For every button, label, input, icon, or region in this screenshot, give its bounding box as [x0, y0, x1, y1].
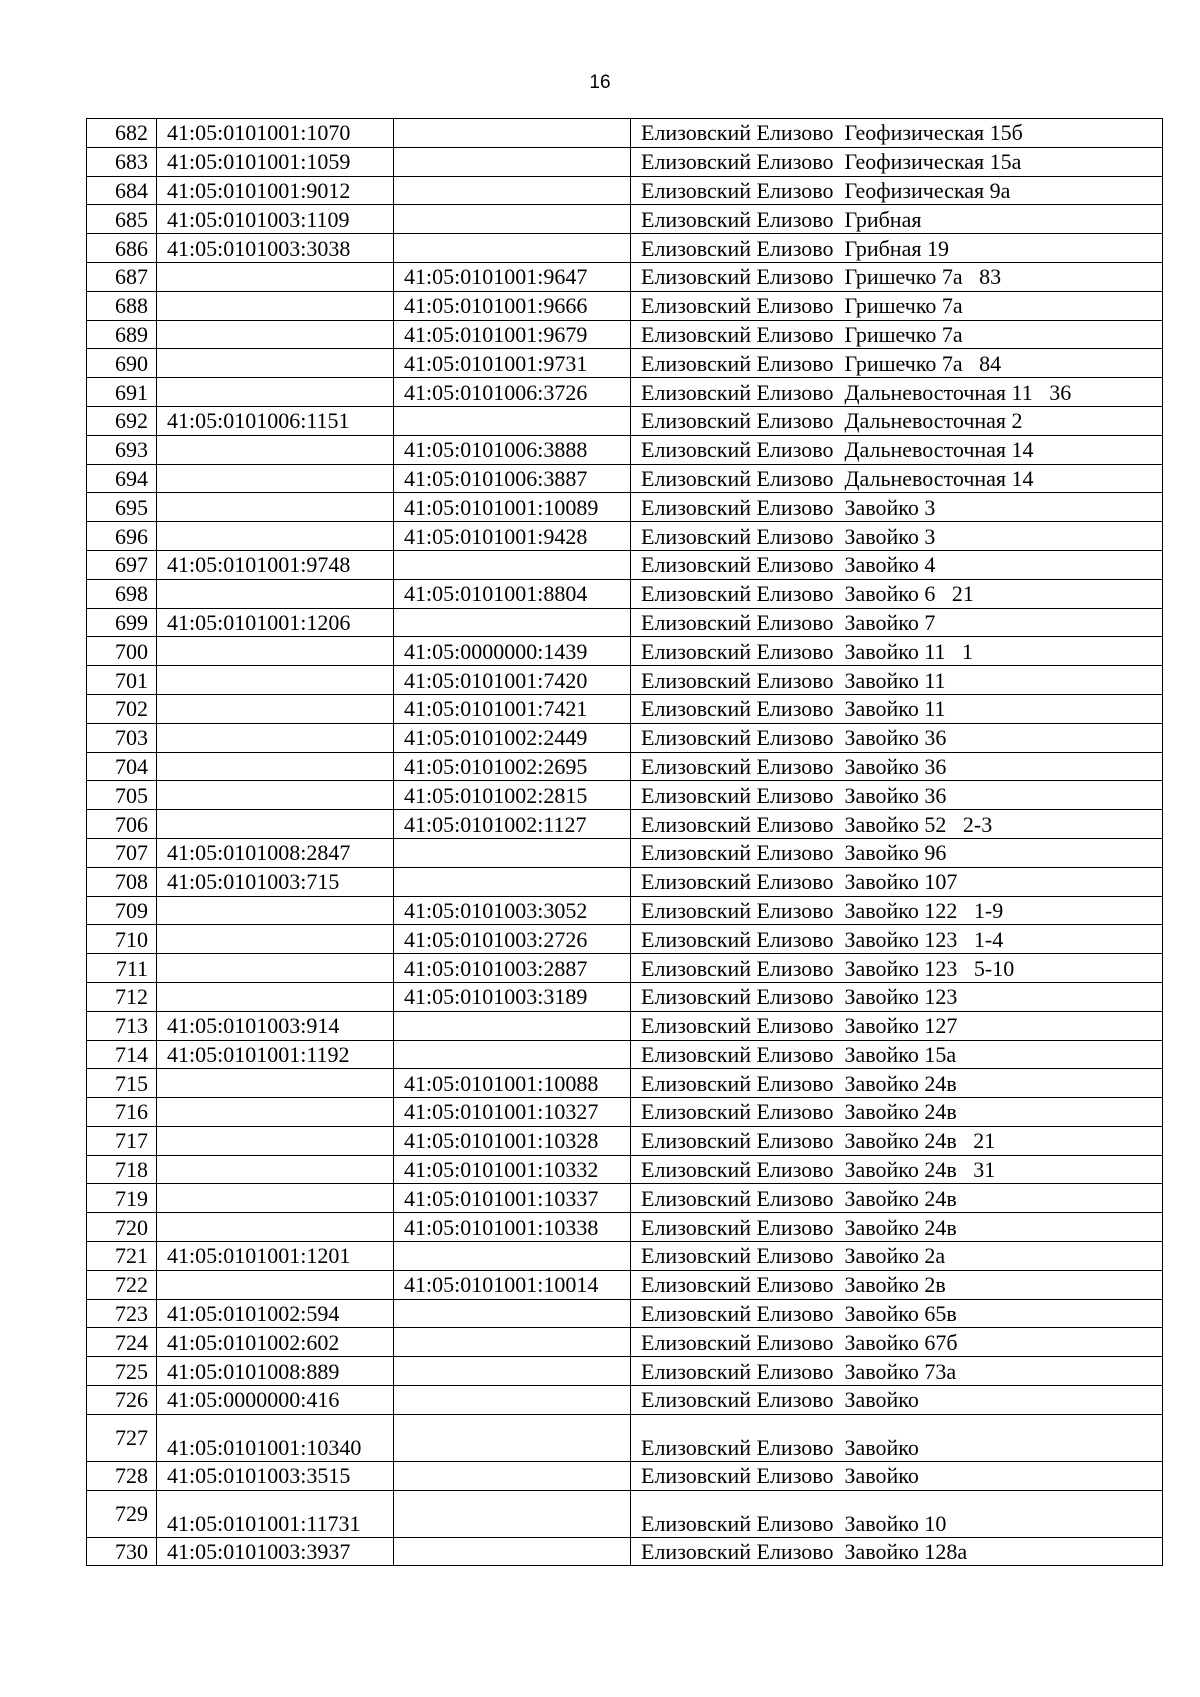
- address-cell: Елизовский Елизово Геофизическая 9а: [631, 176, 1163, 205]
- premises-number-cell: [394, 550, 631, 579]
- address-cell: Елизовский Елизово Завойко 122 1-9: [631, 896, 1163, 925]
- premises-number-cell: 41:05:0101003:2887: [394, 954, 631, 983]
- table-row: [87, 1490, 1163, 1537]
- row-number-cell: 696: [87, 522, 157, 551]
- row-number-cell: 704: [87, 752, 157, 781]
- row-number-cell: 690: [87, 349, 157, 378]
- row-number-cell: 719: [87, 1184, 157, 1213]
- cadastral-number-cell: [157, 810, 394, 839]
- premises-number-cell: 41:05:0101003:2726: [394, 925, 631, 954]
- row-number-cell: 707: [87, 838, 157, 867]
- table-row: [87, 464, 1163, 493]
- address-cell: Елизовский Елизово Завойко 24в 31: [631, 1155, 1163, 1184]
- table-row: [87, 1386, 1163, 1415]
- table-row: [87, 608, 1163, 637]
- row-number-cell: 693: [87, 435, 157, 464]
- row-number-cell: 727: [87, 1414, 157, 1461]
- table-row: [87, 1069, 1163, 1098]
- cadastral-number-cell: 41:05:0101006:1151: [157, 406, 394, 435]
- cadastral-number-cell: [157, 1270, 394, 1299]
- address-cell: Елизовский Елизово Завойко 36: [631, 723, 1163, 752]
- address-cell: Елизовский Елизово Гришечко 7а: [631, 291, 1163, 320]
- row-number-cell: 726: [87, 1386, 157, 1415]
- row-number-cell: 697: [87, 550, 157, 579]
- row-number-cell: 701: [87, 666, 157, 695]
- table-row: [87, 320, 1163, 349]
- premises-number-cell: [394, 1299, 631, 1328]
- premises-number-cell: 41:05:0101001:7421: [394, 694, 631, 723]
- cadastral-number-cell: [157, 320, 394, 349]
- cadastral-number-cell: [157, 435, 394, 464]
- address-cell: Елизовский Елизово Завойко 107: [631, 867, 1163, 896]
- address-cell: Елизовский Елизово Завойко 52 2-3: [631, 810, 1163, 839]
- row-number-cell: 705: [87, 781, 157, 810]
- cadastral-number-cell: [157, 1213, 394, 1242]
- address-cell: Елизовский Елизово Гришечко 7а: [631, 320, 1163, 349]
- premises-number-cell: 41:05:0101001:10328: [394, 1126, 631, 1155]
- address-cell: Елизовский Елизово Завойко 2а: [631, 1242, 1163, 1271]
- cadastral-number-cell: [157, 522, 394, 551]
- row-number-cell: 718: [87, 1155, 157, 1184]
- cadastral-number-cell: [157, 1098, 394, 1127]
- cadastral-number-cell: 41:05:0101001:9012: [157, 176, 394, 205]
- row-number-cell: 708: [87, 867, 157, 896]
- table-row: [87, 1011, 1163, 1040]
- address-cell: Елизовский Елизово Завойко 36: [631, 752, 1163, 781]
- premises-number-cell: 41:05:0101001:10338: [394, 1213, 631, 1242]
- row-number-cell: 683: [87, 147, 157, 176]
- table-row: [87, 637, 1163, 666]
- page-number: 16: [589, 72, 611, 93]
- address-cell: Елизовский Елизово Геофизическая 15а: [631, 147, 1163, 176]
- row-number-cell: 722: [87, 1270, 157, 1299]
- cadastral-number-cell: [157, 378, 394, 407]
- address-cell: Елизовский Елизово Грибная 19: [631, 234, 1163, 263]
- address-cell: Елизовский Елизово Завойко 24в 21: [631, 1126, 1163, 1155]
- address-cell: Елизовский Елизово Завойко 11 1: [631, 637, 1163, 666]
- row-number-cell: 685: [87, 205, 157, 234]
- cadastral-number-cell: [157, 493, 394, 522]
- cadastral-number-cell: 41:05:0101003:1109: [157, 205, 394, 234]
- row-number-cell: 689: [87, 320, 157, 349]
- address-cell: Елизовский Елизово Завойко 24в: [631, 1098, 1163, 1127]
- address-cell: Елизовский Елизово Дальневосточная 14: [631, 464, 1163, 493]
- row-number-cell: 716: [87, 1098, 157, 1127]
- table-row: [87, 867, 1163, 896]
- premises-number-cell: 41:05:0101002:1127: [394, 810, 631, 839]
- row-number-cell: 692: [87, 406, 157, 435]
- table-row: [87, 1299, 1163, 1328]
- cadastral-number-cell: 41:05:0101002:594: [157, 1299, 394, 1328]
- premises-number-cell: [394, 406, 631, 435]
- table-row: [87, 1213, 1163, 1242]
- row-number-cell: 702: [87, 694, 157, 723]
- cadastral-number-cell: [157, 464, 394, 493]
- address-cell: Елизовский Елизово Завойко 67б: [631, 1328, 1163, 1357]
- table-row: [87, 1098, 1163, 1127]
- cadastral-number-cell: 41:05:0101003:3038: [157, 234, 394, 263]
- table-row: [87, 810, 1163, 839]
- address-cell: Елизовский Елизово Дальневосточная 2: [631, 406, 1163, 435]
- row-number-cell: 711: [87, 954, 157, 983]
- premises-number-cell: 41:05:0101002:2815: [394, 781, 631, 810]
- table-row: [87, 205, 1163, 234]
- cadastral-number-cell: [157, 1155, 394, 1184]
- premises-number-cell: 41:05:0101001:10327: [394, 1098, 631, 1127]
- cadastral-number-cell: 41:05:0000000:416: [157, 1386, 394, 1415]
- table-row: [87, 378, 1163, 407]
- table-row: [87, 1040, 1163, 1069]
- address-cell: Елизовский Елизово Завойко 123 1-4: [631, 925, 1163, 954]
- row-number-cell: 714: [87, 1040, 157, 1069]
- row-number-cell: 730: [87, 1537, 157, 1566]
- premises-number-cell: [394, 867, 631, 896]
- table-row: [87, 1242, 1163, 1271]
- address-cell: Елизовский Елизово Завойко: [631, 1386, 1163, 1415]
- address-cell: Елизовский Елизово Завойко 36: [631, 781, 1163, 810]
- row-number-cell: 715: [87, 1069, 157, 1098]
- table-row: [87, 493, 1163, 522]
- cadastral-number-cell: [157, 954, 394, 983]
- cadastral-number-cell: [157, 262, 394, 291]
- row-number-cell: 686: [87, 234, 157, 263]
- premises-number-cell: [394, 234, 631, 263]
- row-number-cell: 687: [87, 262, 157, 291]
- table-row: [87, 1155, 1163, 1184]
- cadastral-number-cell: [157, 781, 394, 810]
- cadastral-number-cell: 41:05:0101002:602: [157, 1328, 394, 1357]
- table-row: [87, 406, 1163, 435]
- table-row: [87, 1328, 1163, 1357]
- row-number-cell: 709: [87, 896, 157, 925]
- table-row: [87, 119, 1163, 148]
- address-cell: Елизовский Елизово Завойко 6 21: [631, 579, 1163, 608]
- address-cell: Елизовский Елизово Гришечко 7а 83: [631, 262, 1163, 291]
- cadastral-number-cell: [157, 1069, 394, 1098]
- table-row: [87, 262, 1163, 291]
- cadastral-number-cell: 41:05:0101001:1059: [157, 147, 394, 176]
- premises-number-cell: [394, 1537, 631, 1566]
- premises-number-cell: [394, 147, 631, 176]
- row-number-cell: 710: [87, 925, 157, 954]
- table-row: [87, 982, 1163, 1011]
- table-row: [87, 954, 1163, 983]
- registry-table-body: [87, 119, 1163, 1566]
- premises-number-cell: 41:05:0101001:9428: [394, 522, 631, 551]
- cadastral-number-cell: 41:05:0101003:3515: [157, 1461, 394, 1490]
- cadastral-number-cell: [157, 982, 394, 1011]
- table-row: [87, 176, 1163, 205]
- premises-number-cell: 41:05:0101006:3726: [394, 378, 631, 407]
- address-cell: Елизовский Елизово Дальневосточная 14: [631, 435, 1163, 464]
- cadastral-number-cell: 41:05:0101001:1201: [157, 1242, 394, 1271]
- premises-number-cell: 41:05:0101001:9679: [394, 320, 631, 349]
- cadastral-number-cell: [157, 291, 394, 320]
- table-row: [87, 723, 1163, 752]
- premises-number-cell: [394, 176, 631, 205]
- table-row: [87, 291, 1163, 320]
- address-cell: Елизовский Елизово Завойко 123 5-10: [631, 954, 1163, 983]
- premises-number-cell: 41:05:0101002:2449: [394, 723, 631, 752]
- table-row: [87, 1537, 1163, 1566]
- table-row: [87, 1414, 1163, 1461]
- cadastral-number-cell: 41:05:0101001:1192: [157, 1040, 394, 1069]
- row-number-cell: 694: [87, 464, 157, 493]
- cadastral-number-cell: [157, 925, 394, 954]
- premises-number-cell: [394, 1357, 631, 1386]
- address-cell: Елизовский Елизово Завойко 96: [631, 838, 1163, 867]
- row-number-cell: 688: [87, 291, 157, 320]
- cadastral-number-cell: [157, 896, 394, 925]
- address-cell: Елизовский Елизово Грибная: [631, 205, 1163, 234]
- address-cell: Елизовский Елизово Завойко 65в: [631, 1299, 1163, 1328]
- address-cell: Елизовский Елизово Завойко 3: [631, 493, 1163, 522]
- row-number-cell: 682: [87, 119, 157, 148]
- premises-number-cell: [394, 119, 631, 148]
- cadastral-number-cell: 41:05:0101003:914: [157, 1011, 394, 1040]
- cadastral-number-cell: [157, 694, 394, 723]
- cadastral-number-cell: 41:05:0101001:10340: [157, 1414, 394, 1461]
- cadastral-number-cell: [157, 1126, 394, 1155]
- table-row: [87, 579, 1163, 608]
- premises-number-cell: 41:05:0101002:2695: [394, 752, 631, 781]
- row-number-cell: 725: [87, 1357, 157, 1386]
- table-row: [87, 1461, 1163, 1490]
- address-cell: Елизовский Елизово Завойко 4: [631, 550, 1163, 579]
- premises-number-cell: [394, 608, 631, 637]
- table-row: [87, 1270, 1163, 1299]
- cadastral-number-cell: 41:05:0101003:715: [157, 867, 394, 896]
- cadastral-number-cell: [157, 723, 394, 752]
- premises-number-cell: 41:05:0101006:3888: [394, 435, 631, 464]
- cadastral-number-cell: [157, 637, 394, 666]
- address-cell: Елизовский Елизово Геофизическая 15б: [631, 119, 1163, 148]
- cadastral-number-cell: 41:05:0101001:11731: [157, 1490, 394, 1537]
- address-cell: Елизовский Елизово Завойко: [631, 1461, 1163, 1490]
- address-cell: Елизовский Елизово Завойко 11: [631, 666, 1163, 695]
- address-cell: Елизовский Елизово Завойко 24в: [631, 1184, 1163, 1213]
- premises-number-cell: [394, 1011, 631, 1040]
- premises-number-cell: 41:05:0101001:10014: [394, 1270, 631, 1299]
- row-number-cell: 721: [87, 1242, 157, 1271]
- row-number-cell: 698: [87, 579, 157, 608]
- table-row: [87, 349, 1163, 378]
- row-number-cell: 712: [87, 982, 157, 1011]
- cadastral-number-cell: 41:05:0101001:1070: [157, 119, 394, 148]
- address-cell: Елизовский Елизово Завойко 123: [631, 982, 1163, 1011]
- address-cell: Елизовский Елизово Завойко 7: [631, 608, 1163, 637]
- cadastral-number-cell: [157, 1184, 394, 1213]
- row-number-cell: 691: [87, 378, 157, 407]
- row-number-cell: 720: [87, 1213, 157, 1242]
- table-row: [87, 666, 1163, 695]
- address-cell: Елизовский Елизово Завойко 128а: [631, 1537, 1163, 1566]
- table-row: [87, 435, 1163, 464]
- premises-number-cell: 41:05:0101001:9666: [394, 291, 631, 320]
- premises-number-cell: [394, 1386, 631, 1415]
- table-row: [87, 838, 1163, 867]
- row-number-cell: 717: [87, 1126, 157, 1155]
- premises-number-cell: 41:05:0101001:7420: [394, 666, 631, 695]
- cadastral-number-cell: 41:05:0101001:9748: [157, 550, 394, 579]
- address-cell: Елизовский Елизово Завойко 15а: [631, 1040, 1163, 1069]
- premises-number-cell: 41:05:0101003:3189: [394, 982, 631, 1011]
- premises-number-cell: 41:05:0101006:3887: [394, 464, 631, 493]
- registry-table: [86, 118, 1163, 1566]
- premises-number-cell: [394, 1490, 631, 1537]
- premises-number-cell: 41:05:0101001:10337: [394, 1184, 631, 1213]
- premises-number-cell: [394, 1414, 631, 1461]
- premises-number-cell: 41:05:0101001:10332: [394, 1155, 631, 1184]
- cadastral-number-cell: 41:05:0101001:1206: [157, 608, 394, 637]
- row-number-cell: 699: [87, 608, 157, 637]
- address-cell: Елизовский Елизово Завойко 73а: [631, 1357, 1163, 1386]
- premises-number-cell: 41:05:0101003:3052: [394, 896, 631, 925]
- row-number-cell: 728: [87, 1461, 157, 1490]
- address-cell: Елизовский Елизово Завойко 24в: [631, 1069, 1163, 1098]
- cadastral-number-cell: 41:05:0101003:3937: [157, 1537, 394, 1566]
- row-number-cell: 703: [87, 723, 157, 752]
- row-number-cell: 723: [87, 1299, 157, 1328]
- premises-number-cell: [394, 1328, 631, 1357]
- address-cell: Елизовский Елизово Завойко 10: [631, 1490, 1163, 1537]
- table-row: [87, 896, 1163, 925]
- premises-number-cell: [394, 205, 631, 234]
- table-row: [87, 1126, 1163, 1155]
- premises-number-cell: [394, 838, 631, 867]
- table-row: [87, 234, 1163, 263]
- premises-number-cell: [394, 1242, 631, 1271]
- premises-number-cell: 41:05:0101001:10088: [394, 1069, 631, 1098]
- address-cell: Елизовский Елизово Завойко: [631, 1414, 1163, 1461]
- address-cell: Елизовский Елизово Завойко 127: [631, 1011, 1163, 1040]
- cadastral-number-cell: 41:05:0101008:2847: [157, 838, 394, 867]
- cadastral-number-cell: [157, 579, 394, 608]
- table-row: [87, 694, 1163, 723]
- row-number-cell: 695: [87, 493, 157, 522]
- row-number-cell: 713: [87, 1011, 157, 1040]
- table-row: [87, 925, 1163, 954]
- cadastral-number-cell: [157, 752, 394, 781]
- premises-number-cell: 41:05:0101001:9647: [394, 262, 631, 291]
- premises-number-cell: 41:05:0101001:10089: [394, 493, 631, 522]
- address-cell: Елизовский Елизово Завойко 24в: [631, 1213, 1163, 1242]
- address-cell: Елизовский Елизово Завойко 2в: [631, 1270, 1163, 1299]
- row-number-cell: 724: [87, 1328, 157, 1357]
- address-cell: Елизовский Елизово Дальневосточная 11 36: [631, 378, 1163, 407]
- address-cell: Елизовский Елизово Завойко 3: [631, 522, 1163, 551]
- premises-number-cell: 41:05:0101001:8804: [394, 579, 631, 608]
- row-number-cell: 706: [87, 810, 157, 839]
- table-row: [87, 1184, 1163, 1213]
- premises-number-cell: 41:05:0101001:9731: [394, 349, 631, 378]
- premises-number-cell: [394, 1040, 631, 1069]
- row-number-cell: 700: [87, 637, 157, 666]
- premises-number-cell: [394, 1461, 631, 1490]
- cadastral-number-cell: [157, 349, 394, 378]
- address-cell: Елизовский Елизово Завойко 11: [631, 694, 1163, 723]
- table-row: [87, 781, 1163, 810]
- address-cell: Елизовский Елизово Гришечко 7а 84: [631, 349, 1163, 378]
- premises-number-cell: 41:05:0000000:1439: [394, 637, 631, 666]
- row-number-cell: 729: [87, 1490, 157, 1537]
- table-row: [87, 752, 1163, 781]
- cadastral-number-cell: [157, 666, 394, 695]
- table-row: [87, 1357, 1163, 1386]
- table-row: [87, 147, 1163, 176]
- row-number-cell: 684: [87, 176, 157, 205]
- cadastral-number-cell: 41:05:0101008:889: [157, 1357, 394, 1386]
- table-row: [87, 550, 1163, 579]
- table-row: [87, 522, 1163, 551]
